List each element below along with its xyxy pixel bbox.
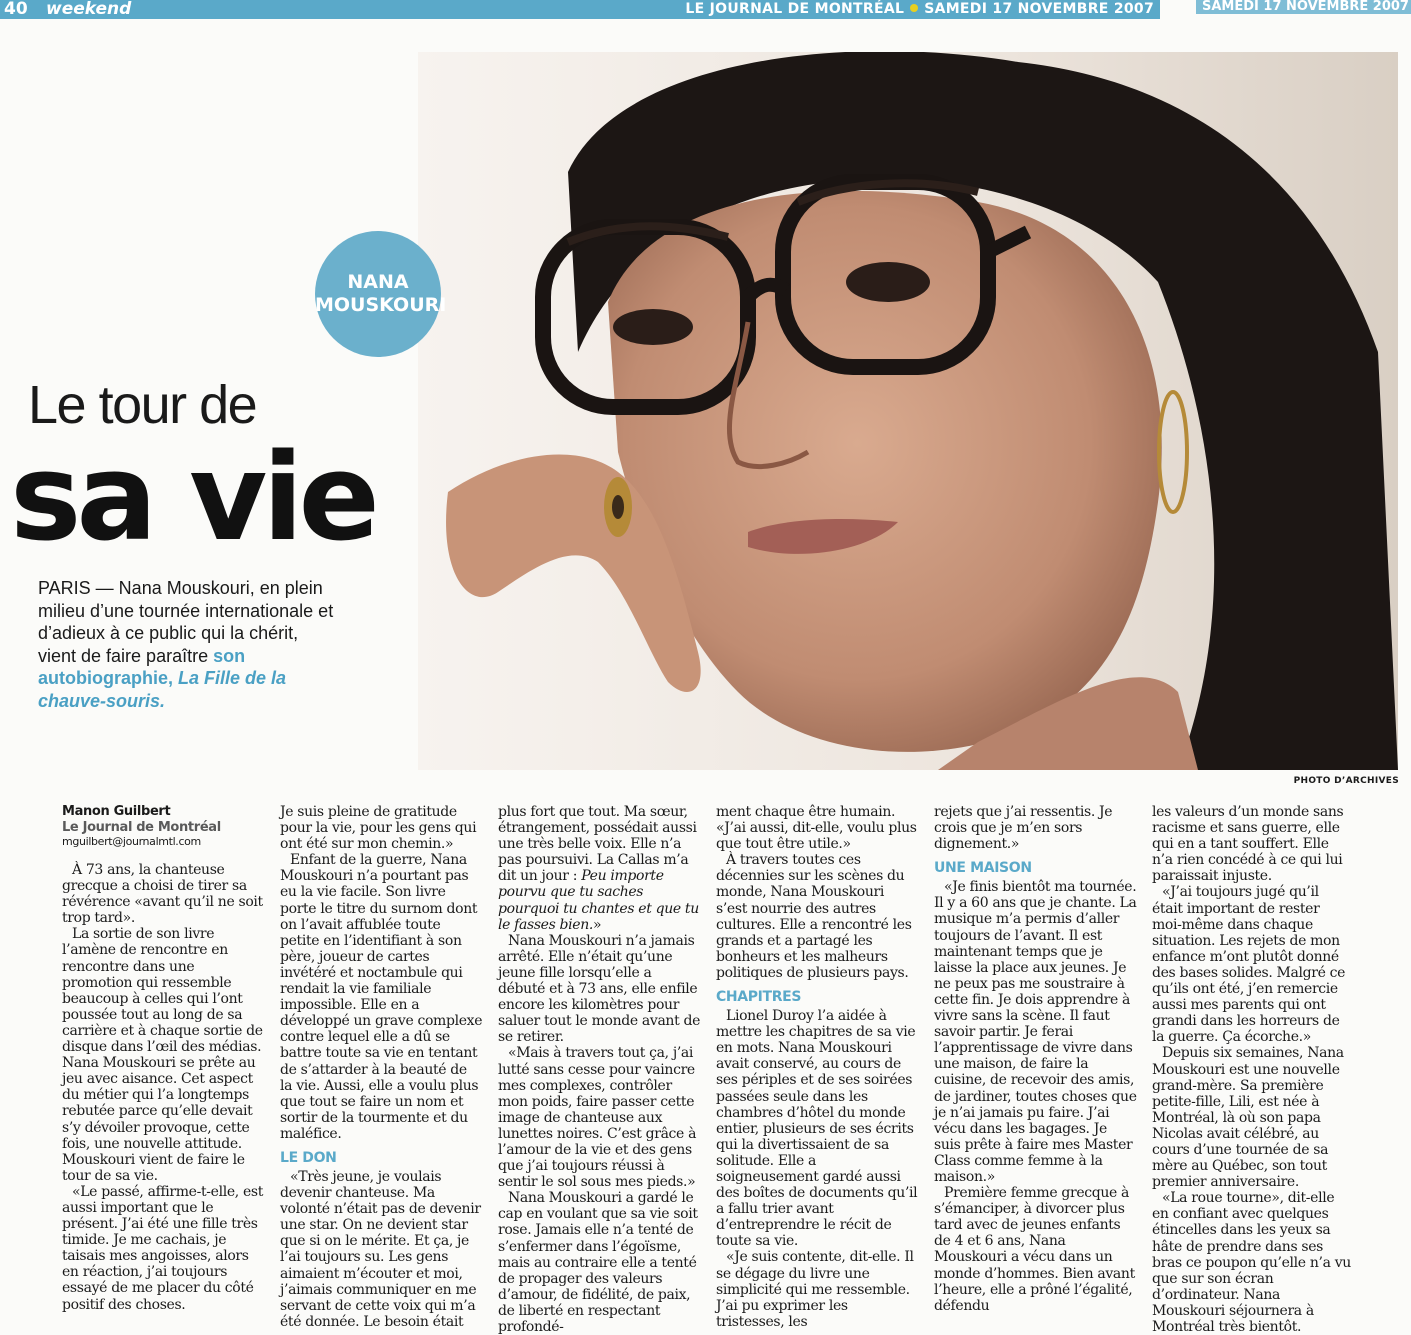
badge-line-1: NANA — [347, 271, 409, 293]
paragraph: À travers toutes ces décennies sur les scènes du monde, Nana Mouskouri s’est nourrie des autres cultures. Elle a rencontré les grands et a partagé les bonheurs et les malheurs politiques de plusieurs pays. — [716, 852, 912, 981]
headline-line-2: sa vie — [10, 429, 375, 568]
subject-badge — [315, 231, 447, 357]
article-column-4 — [716, 804, 919, 1330]
paragraph: Je suis pleine de gratitude pour la vie, pour les gens qui ont été sur mon chemin.» — [280, 804, 477, 853]
photo-credit: PHOTO D’ARCHIVES — [1293, 776, 1399, 786]
page-number: 40 — [4, 0, 28, 19]
paragraph: Depuis six semaines, Nana Mouskouri est une nouvelle grand-mère. Sa première petite-fille, Lili, est née à Montréal, là où son papa Nicolas avait célébré, au cours d’une tournée de sa mère au Québec, son tout premier anniversaire. — [1152, 1045, 1344, 1191]
book-title: La Fille de la chauve-souris. — [38, 668, 287, 711]
paragraph-text: plus fort que tout. Ma sœur, étrangement, possédait aussi une très belle voix. Elle n’a pas poursuivi. La Callas m’a dit un jour : — [498, 804, 697, 885]
lead-text: PARIS — Nana Mouskouri, en plein milieu d’une tournée internationale et d’adieux à ce public qui la chérit, vient de faire paraître — [38, 578, 334, 666]
paragraph: Enfant de la guerre, Nana Mouskouri n’a pourtant pas eu la vie facile. Son livre porte le titre du surnom dont on l’avait affublée toute petite en l’identifiant à son père, joueur de cartes invétéré et noctambule qui rendait la vie familiale impossible. Elle en a développé un grave complexe contre lequel elle a dû se battre toute sa vie en tentant de s’attarder à la beauté de la vie. Aussi, elle a voulu plus que tout se faire un nom et sortir de la tourmente et du maléfice. — [280, 852, 483, 1142]
section-name: weekend — [46, 0, 132, 19]
paragraph: rejets que j’ai ressentis. Je crois que je m’en sors dignement.» — [934, 804, 1113, 853]
paragraph: «La roue tourne», dit-elle en confiant avec quelques étincelles dans les yeux sa hâte de prendre dans ses bras ce poupon qu’elle n’a vu que sur son écran d’ordinateur. Nana Mouskouri séjournera à Montréal très bientôt. — [1152, 1190, 1351, 1335]
paragraph: La sortie de son livre l’amène de rencontre en rencontre dans une promotion qui ressemble beaucoup à celles qui l’ont poussée tout au long de sa carrière et à chaque sortie de disque dans l’œil des médias. Nana Mouskouri se prête au jeu avec aisance. Cet aspect du métier qui l’a longtemps rebutée parce qu’elle devait s’y dévoiler provoque, cette fois, une nouvelle attitude. Mouskouri vient de faire le tour de sa vie. — [62, 926, 263, 1184]
paragraph: «Je suis contente, dit-elle. Il se dégage du livre une simplicité qui me ressemble. J’ai pu exprimer les tristesses, les — [716, 1249, 914, 1330]
quote-close: » — [592, 916, 602, 933]
byline-email[interactable]: mguilbert@journalmtl.com — [62, 835, 201, 848]
facing-page-header: SAMEDI 17 NOVEMBRE 2007 — [1196, 0, 1411, 14]
paragraph: «Très jeune, je voulais devenir chanteuse. Ma volonté n’était pas de devenir une star. On ne devient star que si on le mérite. Et ça, je l’ai toujours su. Les gens aimaient m’écouter et moi, j’aimais communiquer en me servant de cette voix qui m’a été donnée. Le besoin était — [280, 1168, 481, 1330]
portrait-photo — [418, 52, 1398, 770]
paragraph: Nana Mouskouri n’a jamais arrêté. Elle n’était qu’une jeune fille lorsqu’elle a débuté et à 73 ans, elle enfile encore les kilomètres pour saluer tout le monde avant de se retirer. — [498, 932, 701, 1046]
paragraph: «Je finis bientôt ma tournée. Il y a 60 ans que je chante. La musique m’a permis d’aller toujours de l’avant. Il est maintenant temps que je laisse la place aux jeunes. Je ne peux pas me soustraire à cette fin. Je dois apprendre à vivre sans la scène. Il faut savoir partir. Je ferai l’apprentissage de vivre dans une maison, de faire la cuisine, de recevoir des amis, de jardiner, toutes choses que je n’ai jamais pu faire. J’ai vécu dans les bagages. Je suis prête à faire mes Master Class comme femme à la maison.» — [934, 879, 1137, 1185]
portrait-illustration — [418, 52, 1398, 770]
byline-author: Manon Guilbert — [62, 804, 171, 819]
article-column-2 — [280, 804, 483, 1330]
byline-outlet: Le Journal de Montréal — [62, 820, 221, 835]
paragraph: Lionel Duroy l’a aidée à mettre les chapitres de sa vie en mots. Nana Mouskouri avait conservé, au cours de ses périples et de ses soirées passées seule dans les chambres d’hôtel du monde entier, plusieurs de ses écrits qui la divertissaient de sa solitude. Elle a soigneusement gardé aussi des boîtes de documents qu’il a fallu trier avant d’entreprendre le récit de toute sa vie. — [716, 1008, 918, 1250]
subhead-chapitres: CHAPITRES — [716, 989, 802, 1006]
article-column-1 — [62, 804, 265, 1313]
issue-date: SAMEDI 17 NOVEMBRE 2007 — [924, 1, 1154, 17]
publication-name: LE JOURNAL DE MONTRÉAL — [685, 1, 905, 17]
paragraph: À 73 ans, la chanteuse grecque a choisi de tirer sa révérence «avant qu’il ne soit trop tard». — [62, 862, 263, 927]
lead-highlight-text: son autobiographie, — [38, 645, 246, 688]
article-column-5 — [934, 804, 1137, 1314]
article-column-3 — [498, 804, 701, 1335]
publication-line — [685, 1, 1154, 17]
paragraph: Première femme grecque à s’émanciper, à divorcer plus tard avec de jeunes enfants de 4 et 6 ans, Nana Mouskouri a vécu dans un monde d’hommes. Bien avant l’heure, elle a prôné l’égalité, défendu — [934, 1185, 1135, 1314]
paragraph: «Mais à travers tout ça, j’ai lutté sans cesse pour vaincre mes complexes, contrôler mon poids, faire passer cette image de chanteuse aux lunettes noires. C’est grâce à l’amour de la vie et des gens que j’ai toujours réussi à sentir le sol sous mes pieds.» — [498, 1045, 697, 1191]
paragraph: Nana Mouskouri a gardé le cap en voulant que sa vie soit rose. Jamais elle n’a tenté de s’enfermer dans l’égoïsme, mais au contraire elle a tenté de propager des valeurs d’amour, de fidélité, de paix, de liberté en respectant profondé- — [498, 1190, 698, 1335]
callas-quote: Peu importe pourvu que tu saches pourquoi tu chantes et que tu le fasses bien. — [498, 868, 699, 933]
subhead-le-don: LE DON — [280, 1149, 337, 1166]
headline-line-1: Le tour de — [28, 375, 257, 435]
paragraph: «Le passé, affirme-t-elle, est aussi important que le présent. J’ai été une fille très timide. Je me cachais, je taisais mes angoisses, alors en réaction, j’ai toujours essayé de me placer du côté positif des choses. — [62, 1183, 264, 1313]
badge-line-2: MOUSKOURI — [315, 294, 447, 316]
article-column-6 — [1152, 804, 1352, 1335]
page-header-band — [0, 0, 1160, 19]
paragraph — [498, 804, 701, 933]
paragraph: «J’ai toujours jugé qu’il était important de rester moi-même dans chaque situation. Les rejets de mon enfance m’ont plutôt donné des bases solides. Malgré ce qu’ils ont été, j’en remercie aussi mes parents qui ont grandi dans les horreurs de la guerre. Ça écorche.» — [1152, 884, 1346, 1046]
paragraph: ment chaque être humain. «J’ai aussi, dit-elle, voulu plus que tout être utile.» — [716, 804, 917, 853]
separator-dot-icon — [910, 4, 918, 12]
subhead-une-maison: UNE MAISON — [934, 860, 1032, 877]
lead-paragraph — [38, 577, 338, 712]
paragraph: les valeurs d’un monde sans racisme et sans guerre, elle qui en a tant souffert. Elle n’a rien concédé à ce qui lui paraissait injuste. — [1152, 804, 1344, 885]
